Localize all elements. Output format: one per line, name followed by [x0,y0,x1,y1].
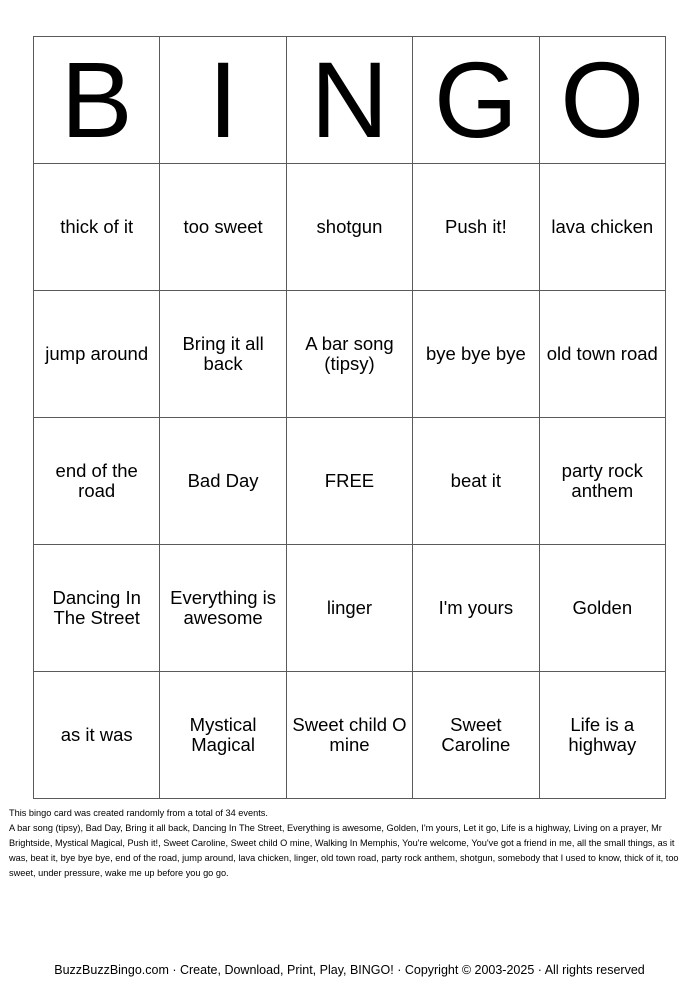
bingo-cell: Sweet child O mine [286,672,412,799]
bingo-cell: jump around [34,291,160,418]
bingo-cell: Dancing In The Street [34,545,160,672]
header-letter-b: B [34,37,160,164]
bingo-cell: as it was [34,672,160,799]
header-letter-g: G [413,37,539,164]
bingo-cell: Life is a highway [539,672,665,799]
bingo-cell: Everything is awesome [160,545,286,672]
bingo-cell: old town road [539,291,665,418]
bingo-row-2 [34,291,666,418]
bingo-cell: thick of it [34,164,160,291]
bingo-cell: Mystical Magical [160,672,286,799]
bingo-cell: beat it [413,418,539,545]
bingo-cell: Bring it all back [160,291,286,418]
bingo-cell: too sweet [160,164,286,291]
bingo-cell: linger [286,545,412,672]
bingo-cell: Push it! [413,164,539,291]
card-info-event-list: A bar song (tipsy), Bad Day, Bring it all back, Dancing In The Street, Everything is awesome, Golden, I'm yours, Let it go, Life is a highway, Living on a prayer, Mr Brightside, Mystical Magical, Push it!, Sweet Caroline, Sweet child O mine, Walking In Memphis, You're welcome, You've got a friend in me, all the small things, as it was, beat it, bye bye bye, end of the road, jump around, lava chicken, linger, old town road, party rock anthem, shotgun, somebody that I used to know, thick of it, too sweet, under pressure, wake me up before you go go. [9,823,679,878]
bingo-cell: bye bye bye [413,291,539,418]
footer-separator: · [534,963,545,977]
bingo-header-row [34,37,666,164]
card-info [9,806,689,881]
bingo-cell: I'm yours [413,545,539,672]
card-info-intro: This bingo card was created randomly from a total of 34 events. [9,808,268,818]
free-space-cell: FREE [286,418,412,545]
bingo-cell: Sweet Caroline [413,672,539,799]
bingo-cell: Golden [539,545,665,672]
bingo-card [33,36,666,799]
footer-separator: · [168,963,180,977]
bingo-cell: A bar song (tipsy) [286,291,412,418]
bingo-cell: end of the road [34,418,160,545]
footer-rights: All rights reserved [544,963,645,977]
footer-site-link[interactable]: BuzzBuzzBingo.com [54,963,169,977]
bingo-row-5 [34,672,666,799]
page-footer [0,963,699,977]
bingo-row-3 [34,418,666,545]
header-letter-o: O [539,37,665,164]
bingo-cell: lava chicken [539,164,665,291]
header-letter-n: N [286,37,412,164]
footer-tagline: Create, Download, Print, Play, BINGO! [179,963,394,977]
bingo-row-1 [34,164,666,291]
bingo-cell: Bad Day [160,418,286,545]
bingo-row-4 [34,545,666,672]
bingo-cell: shotgun [286,164,412,291]
header-letter-i: I [160,37,286,164]
footer-separator: · [393,963,405,977]
bingo-cell: party rock anthem [539,418,665,545]
footer-copyright: Copyright © 2003-2025 [404,963,535,977]
